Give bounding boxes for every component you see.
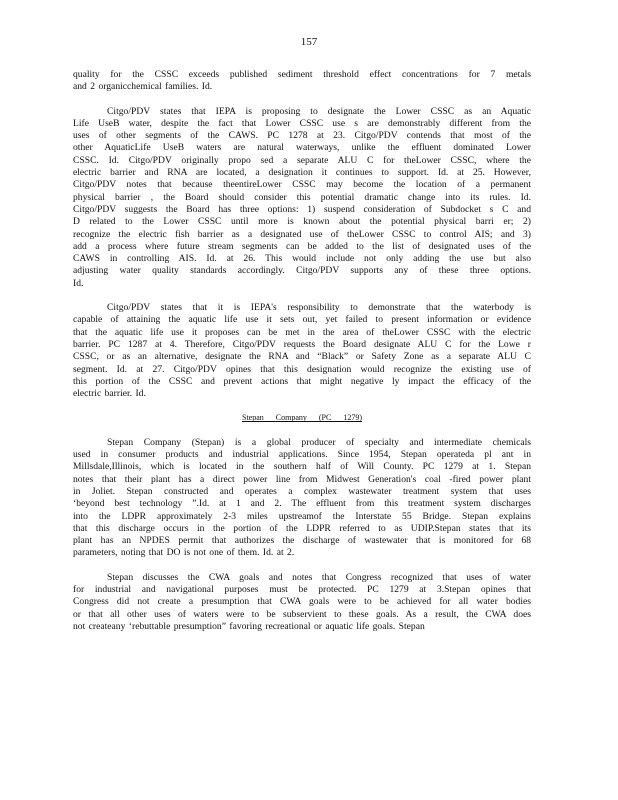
text-line: quality for the CSSC exceeds published sediment threshold effect concentrations for 7 metals (73, 69, 531, 80)
text-line: capable of attaining the aquatic life use it sets out, yet failed to present information or evidence (73, 314, 531, 326)
paragraph (73, 106, 531, 290)
text-line: CSSC, or as an alternative, designate the RNA and “Black” or Safety Zone as a separate ALU C (73, 351, 531, 363)
text-line: electric barrier and RNA are located, a designation it continues to support. Id. at 25. However, (73, 167, 531, 179)
text-line: in Joliet. Stepan constructed and operates a complex wastewater treatment system that uses (73, 485, 531, 497)
text-line: Citgo/PDV suggests the Board has three options: 1) suspend consideration of Subdocket s C and (73, 203, 531, 215)
text-line: Stepan discusses the CWA goals and notes that Congress recognized that uses of water (107, 571, 531, 583)
text-line: or that all other uses of waters were to be subservient to these goals. As a result, the CWA does (73, 608, 531, 620)
text-line: physical barrier , the Board should consider this potential dramatic change into its rules. Id. (73, 191, 531, 203)
paragraphs-before-heading (73, 69, 531, 400)
paragraph (73, 302, 531, 400)
text-line: Millsdale,Illinois, which is located in the southern half of Will County. PC 1279 at 1. Stepan (73, 461, 531, 473)
text-line: for industrial and navigational purposes must be protected. PC 1279 at 3.Stepan opines that (73, 583, 531, 595)
text-line: plant has an NPDES permit that authorizes the discharge of wastewater that is monitored for 68 (73, 535, 531, 547)
text-line: Citgo/PDV states that it is IEPA's responsibility to demonstrate that the waterbody is (107, 302, 531, 314)
text-line: Id. (73, 277, 84, 289)
text-line: CAWS in controlling AIS. Id. at 26. This would include not only adding the use but also (73, 253, 531, 265)
text-line: Life UseB water, despite the fact that Lower CSSC use s are demonstrably different from the (73, 117, 531, 129)
text-line: not createany ‘rebuttable presumption” favoring recreational or aquatic life goals. Stepan (73, 620, 425, 632)
text-line: that the aquatic life use it proposes can be met in the area of theLower CSSC with the electric (73, 326, 531, 338)
text-line: adjusting water quality standards accordingly. Citgo/PDV supports any of these three options. (73, 265, 531, 277)
text-line: parameters, noting that DO is not one of them. Id. at 2. (73, 547, 295, 559)
section-heading: Stepan Company (PC 1279) (242, 413, 362, 423)
paragraphs-after-heading (73, 437, 531, 633)
text-line: Citgo/PDV states that IEPA is proposing to designate the Lower CSSC as an Aquatic (107, 105, 531, 117)
text-line: and 2 organicchemical families. Id. (73, 81, 213, 93)
text-line: add a process where future stream segments can be added to the list of designated uses of the (73, 240, 531, 252)
text-line: into the LDPR approximately 2-3 miles upstreamof the Interstate 55 Bridge. Stepan explains (73, 510, 531, 522)
text-line: used in consumer products and industrial applications. Since 1954, Stepan operateda pl ant in (73, 449, 531, 461)
paragraph (73, 437, 531, 560)
text-line: other AquaticLife UseB waters are natural waterways, unlike the effluent dominated Lower (73, 142, 531, 154)
text-line: Congress did not create a presumption that CWA goals were to be achieved for all water bodies (73, 596, 531, 608)
text-line: that this discharge occurs in the portion of the LDPR referred to as UDIP.Stepan states that its (73, 522, 531, 534)
text-line: Stepan Company (Stepan) is a global producer of specialty and intermediate chemicals (107, 436, 531, 448)
text-line: Citgo/PDV notes that because theentireLower CSSC may become the location of a permanent (73, 179, 531, 191)
paragraph (73, 69, 531, 94)
text-line: uses of other segments of the CAWS. PC 1278 at 23. Citgo/PDV contends that most of the (73, 130, 531, 142)
text-line: recognize the electric fish barrier as a designated use of theLower CSSC to control AIS; and 3) (73, 228, 531, 240)
text-line: CSSC. Id. Citgo/PDV originally propo sed a separate ALU C for theLower CSSC, where the (73, 154, 531, 166)
page-number: 157 (300, 36, 318, 48)
text-line: segment. Id. at 27. Citgo/PDV opines that this designation would recognize the existing use of (73, 363, 531, 375)
text-line: electric barrier. Id. (73, 388, 146, 400)
text-line: ‘beyond best technology ”.Id. at 1 and 2. The effluent from this treatment system discharges (73, 498, 531, 510)
text-line: notes that their plant has a direct power line from Midwest Generation's coal -fired power plant (73, 473, 531, 485)
text-line: D related to the Lower CSSC until more is known about the potential physical barri er; 2) (73, 216, 531, 228)
document-body (73, 69, 531, 645)
paragraph (73, 572, 531, 633)
text-line: barrier. PC 1287 at 4. Therefore, Citgo/PDV requests the Board designate ALU C for the Lowe r (73, 338, 531, 350)
text-line: this portion of the CSSC and prevent actions that might negative ly impact the efficacy of the (73, 375, 531, 387)
